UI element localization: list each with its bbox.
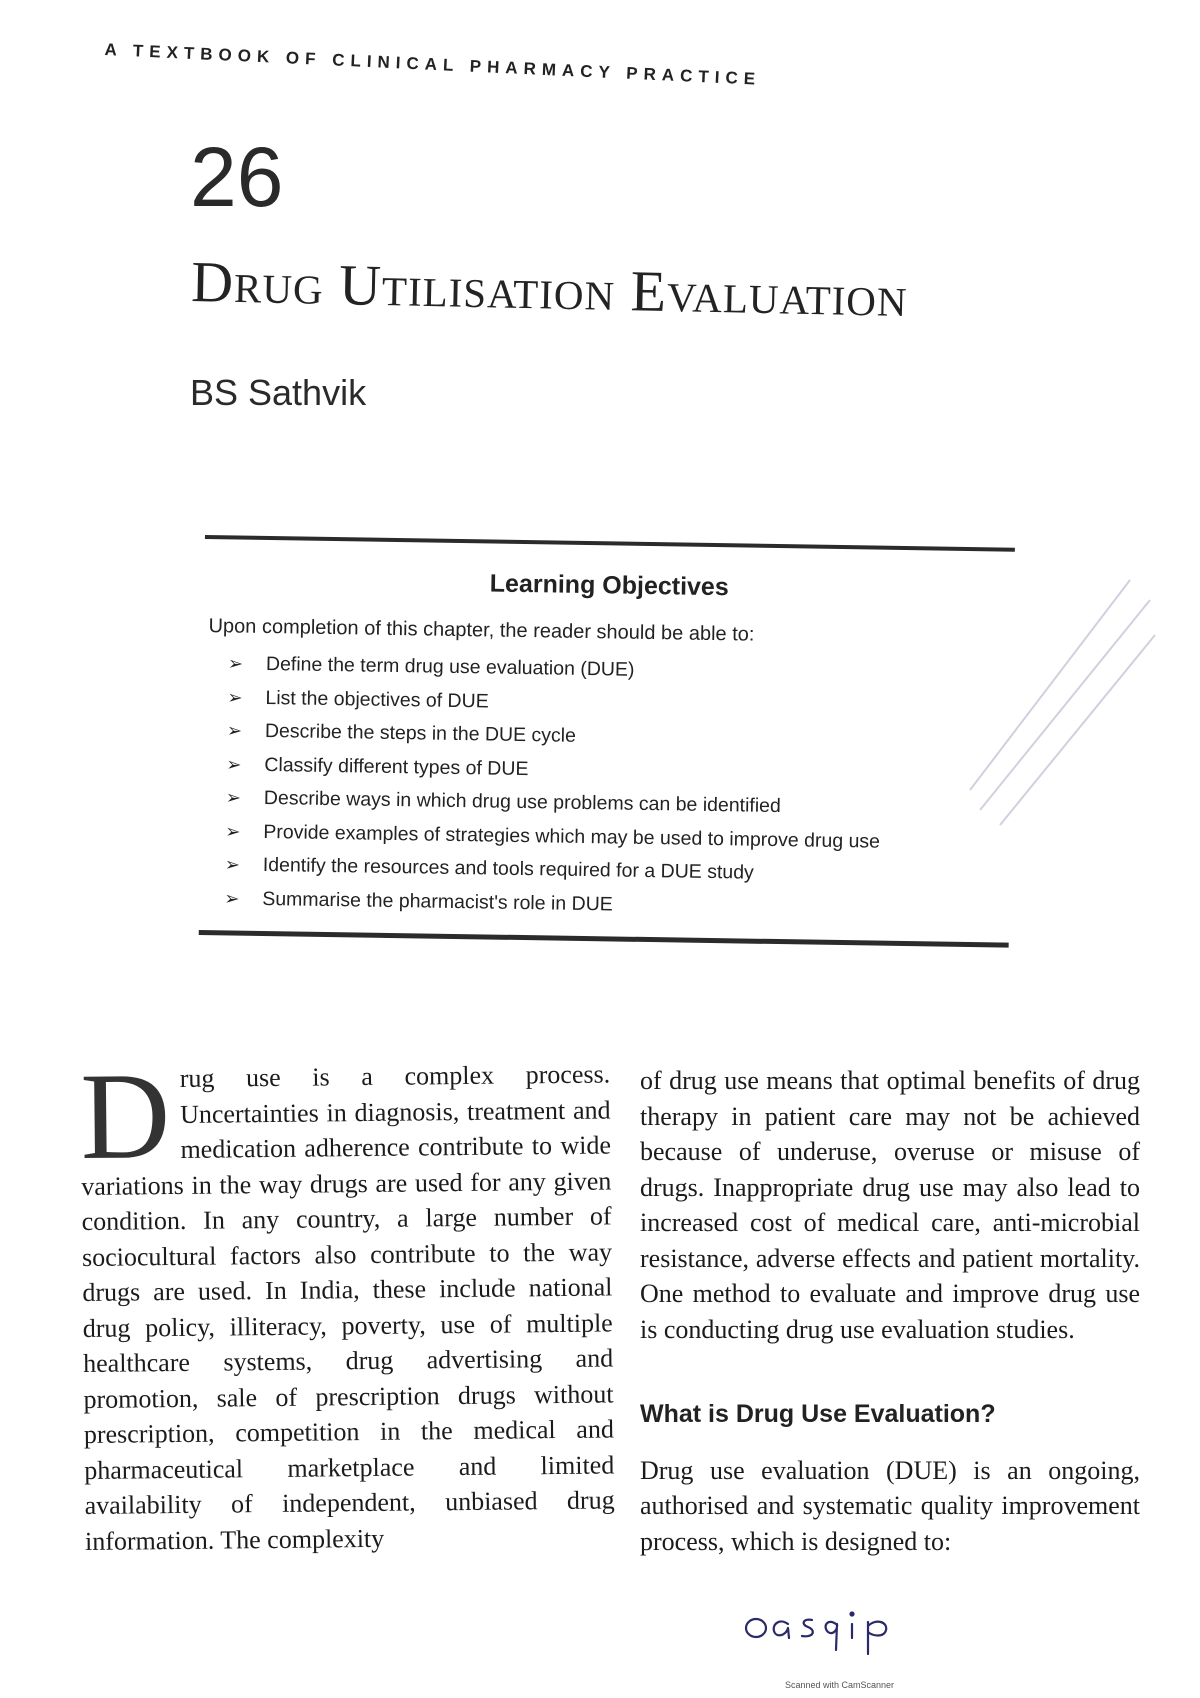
arrow-bullet-icon: ➢	[226, 720, 243, 741]
objective-text: Describe the steps in the DUE cycle	[264, 719, 577, 747]
objective-text: Classify different types of DUE	[264, 753, 529, 780]
left-column-text: rug use is a complex process. Uncertainties in diagnosis, treatment and medication adherence contribute to wide variations in the way drugs are used for any given condition. In any country, a large number of sociocultural factors also contribute to the way drugs are used. In India, these include national drug policy, illiteracy, poverty, use of multiple healthcare systems, drug advertising and promotion, sale of prescription drugs without prescription, competition in the medical and pharmaceutical marketplace and limited availability of independent, unbiased drug information. The complexity	[81, 1059, 615, 1556]
chapter-author: BS Sathvik	[190, 372, 367, 413]
handwritten-note-icon	[740, 1598, 910, 1658]
right-column-paragraph-1: of drug use means that optimal benefits of drug therapy in patient care may not be achieved because of underuse, overuse or misuse of drugs. Inappropriate drug use may also lead to increased cost of medical care, anti-microbial resistance, adverse effects and patient mortality. One method to evaluate and improve drug use is conducting drug use evaluation studies.	[640, 1066, 1140, 1344]
arrow-bullet-icon: ➢	[224, 887, 240, 909]
objective-text: Describe ways in which drug use problems can be identified	[263, 786, 782, 818]
objectives-bottom-rule	[199, 930, 1009, 948]
right-column-paragraph-2: Drug use evaluation (DUE) is an ongoing, authorised and systematic quality improvement process, which is designed to:	[640, 1455, 1140, 1556]
objectives-heading: Learning Objectives	[489, 569, 729, 602]
arrow-bullet-icon: ➢	[225, 820, 241, 842]
footer-credit: Scanned with CamScanner	[785, 1680, 895, 1690]
objective-text: Provide examples of strategies which may be used to improve drug use	[263, 820, 881, 853]
chapter-number: 26	[190, 130, 284, 224]
chapter-title: Drug Utilisation Evaluation	[190, 248, 909, 329]
arrow-bullet-icon: ➢	[226, 753, 242, 775]
body-left-column	[79, 1047, 615, 1559]
arrow-bullet-icon: ➢	[225, 787, 242, 808]
drop-cap: D	[79, 1047, 171, 1185]
objective-text: List the objectives of DUE	[265, 686, 489, 712]
library-stamp-icon	[960, 560, 1160, 840]
learning-objectives-box	[199, 535, 1015, 948]
arrow-bullet-icon: ➢	[227, 686, 243, 708]
objectives-list	[224, 647, 883, 925]
objectives-intro: Upon completion of this chapter, the reader should be able to:	[208, 615, 755, 646]
running-head: A TEXTBOOK OF CLINICAL PHARMACY PRACTICE	[104, 40, 762, 89]
arrow-bullet-icon: ➢	[227, 653, 244, 674]
body-right-column	[640, 1063, 1140, 1559]
objectives-top-rule	[205, 535, 1015, 552]
objective-text: Define the term drug use evaluation (DUE)	[265, 652, 635, 681]
section-heading: What is Drug Use Evaluation?	[640, 1400, 996, 1428]
arrow-bullet-icon: ➢	[224, 854, 241, 875]
objective-text: Summarise the pharmacist's role in DUE	[262, 887, 613, 915]
objective-text: Identify the resources and tools required for a DUE study	[262, 853, 754, 884]
